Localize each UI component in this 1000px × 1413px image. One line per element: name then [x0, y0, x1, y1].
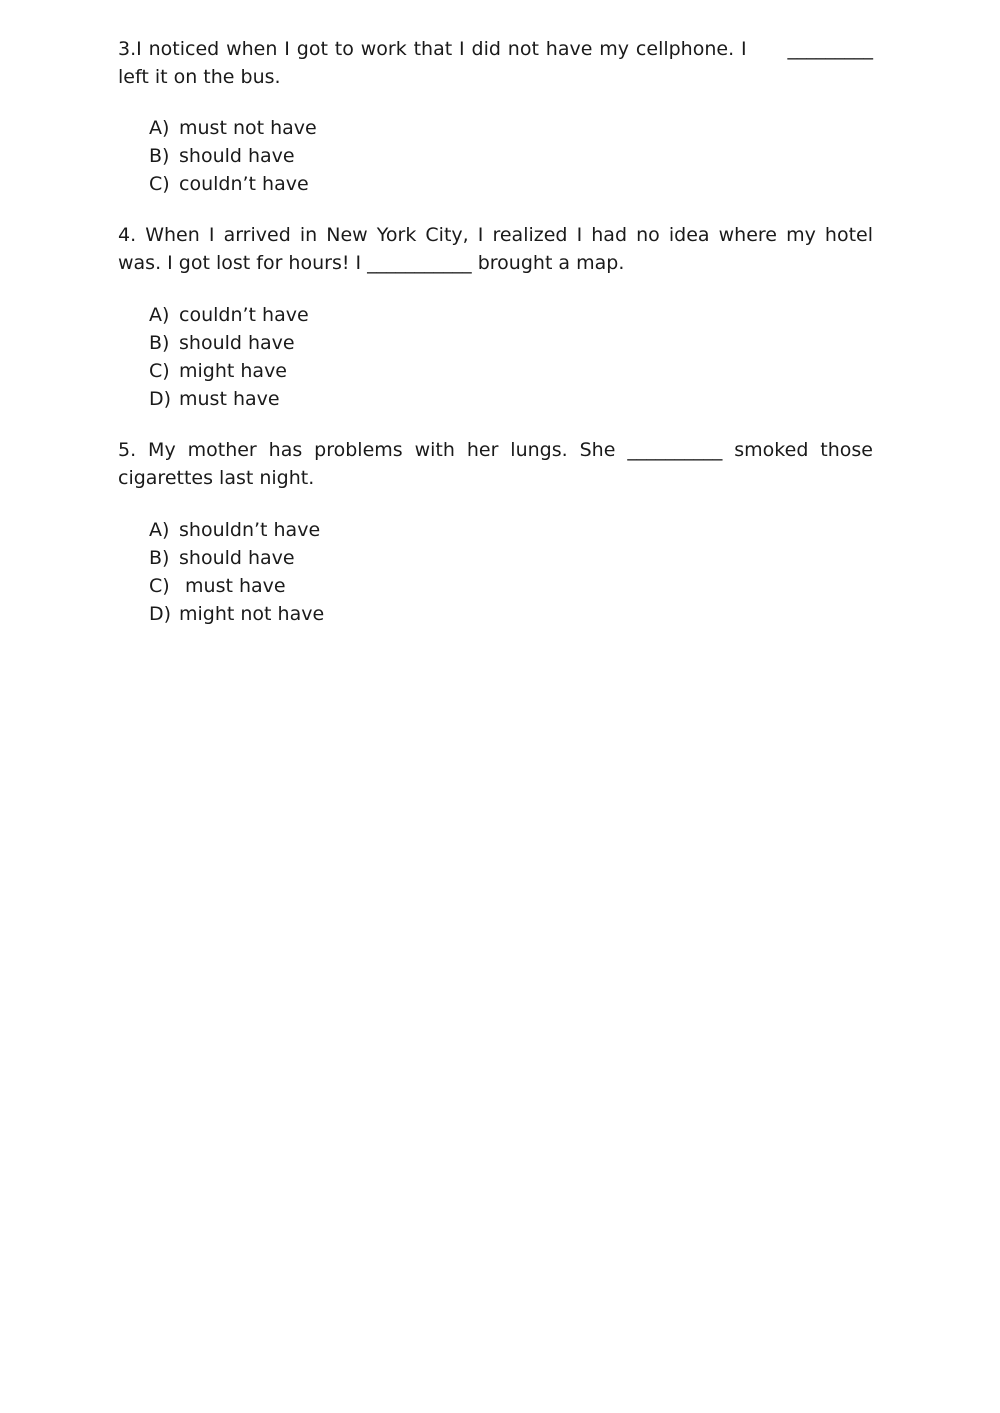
question-4-text — [118, 221, 873, 277]
question-5-options — [149, 516, 324, 628]
option-letter: A) — [149, 117, 170, 139]
option-letter: B) — [149, 332, 170, 354]
question-5-text — [118, 436, 873, 492]
question-4-text-end: brought a map. — [477, 252, 625, 274]
question-5-option-a — [149, 516, 324, 544]
option-letter: C) — [149, 360, 170, 382]
question-4-option-a — [149, 301, 309, 329]
option-text: might not have — [179, 603, 325, 625]
option-letter: A) — [149, 519, 170, 541]
question-4-option-b — [149, 329, 309, 357]
question-4-option-c — [149, 357, 309, 385]
option-letter: D) — [149, 603, 172, 625]
question-5-blank: __________ — [627, 439, 723, 461]
question-3-option-a — [149, 114, 317, 142]
question-4 — [118, 221, 873, 410]
option-text: should have — [179, 547, 295, 569]
question-4-text-start: 4. When I arrived in New York City, I realized I had no idea where my hotel was. I got lost for hours! I — [118, 224, 873, 274]
option-letter: A) — [149, 304, 170, 326]
option-text: shouldn’t have — [179, 519, 321, 541]
question-3 — [118, 35, 873, 195]
question-3-option-c — [149, 170, 317, 198]
question-4-options — [149, 301, 309, 413]
question-3-text — [118, 35, 873, 91]
question-3-text-end: left it on the bus. — [118, 66, 281, 88]
question-3-text-start: 3.I noticed when I got to work that I did not have my cellphone. I — [118, 38, 747, 60]
option-letter: D) — [149, 388, 172, 410]
option-text: should have — [179, 332, 295, 354]
question-5 — [118, 436, 874, 625]
option-letter: B) — [149, 145, 170, 167]
option-letter: C) — [149, 575, 170, 597]
question-3-options — [149, 114, 317, 198]
option-text: must have — [179, 575, 286, 597]
option-letter: C) — [149, 173, 170, 195]
question-5-option-b — [149, 544, 324, 572]
option-text: must have — [179, 388, 280, 410]
option-letter: B) — [149, 547, 170, 569]
question-4-option-d — [149, 385, 309, 413]
option-text: might have — [179, 360, 287, 382]
option-text: should have — [179, 145, 295, 167]
option-text: must not have — [179, 117, 317, 139]
question-3-blank: _________ — [787, 38, 873, 60]
question-5-text-start: 5. My mother has problems with her lungs. She — [118, 439, 616, 461]
option-text: couldn’t have — [179, 304, 309, 326]
question-5-option-d — [149, 600, 324, 628]
option-text: couldn’t have — [179, 173, 309, 195]
question-3-option-b — [149, 142, 317, 170]
question-5-text-end: smoked those cigarettes last night. — [118, 439, 874, 489]
question-5-option-c — [149, 572, 324, 600]
question-4-blank: ___________ — [367, 252, 472, 274]
